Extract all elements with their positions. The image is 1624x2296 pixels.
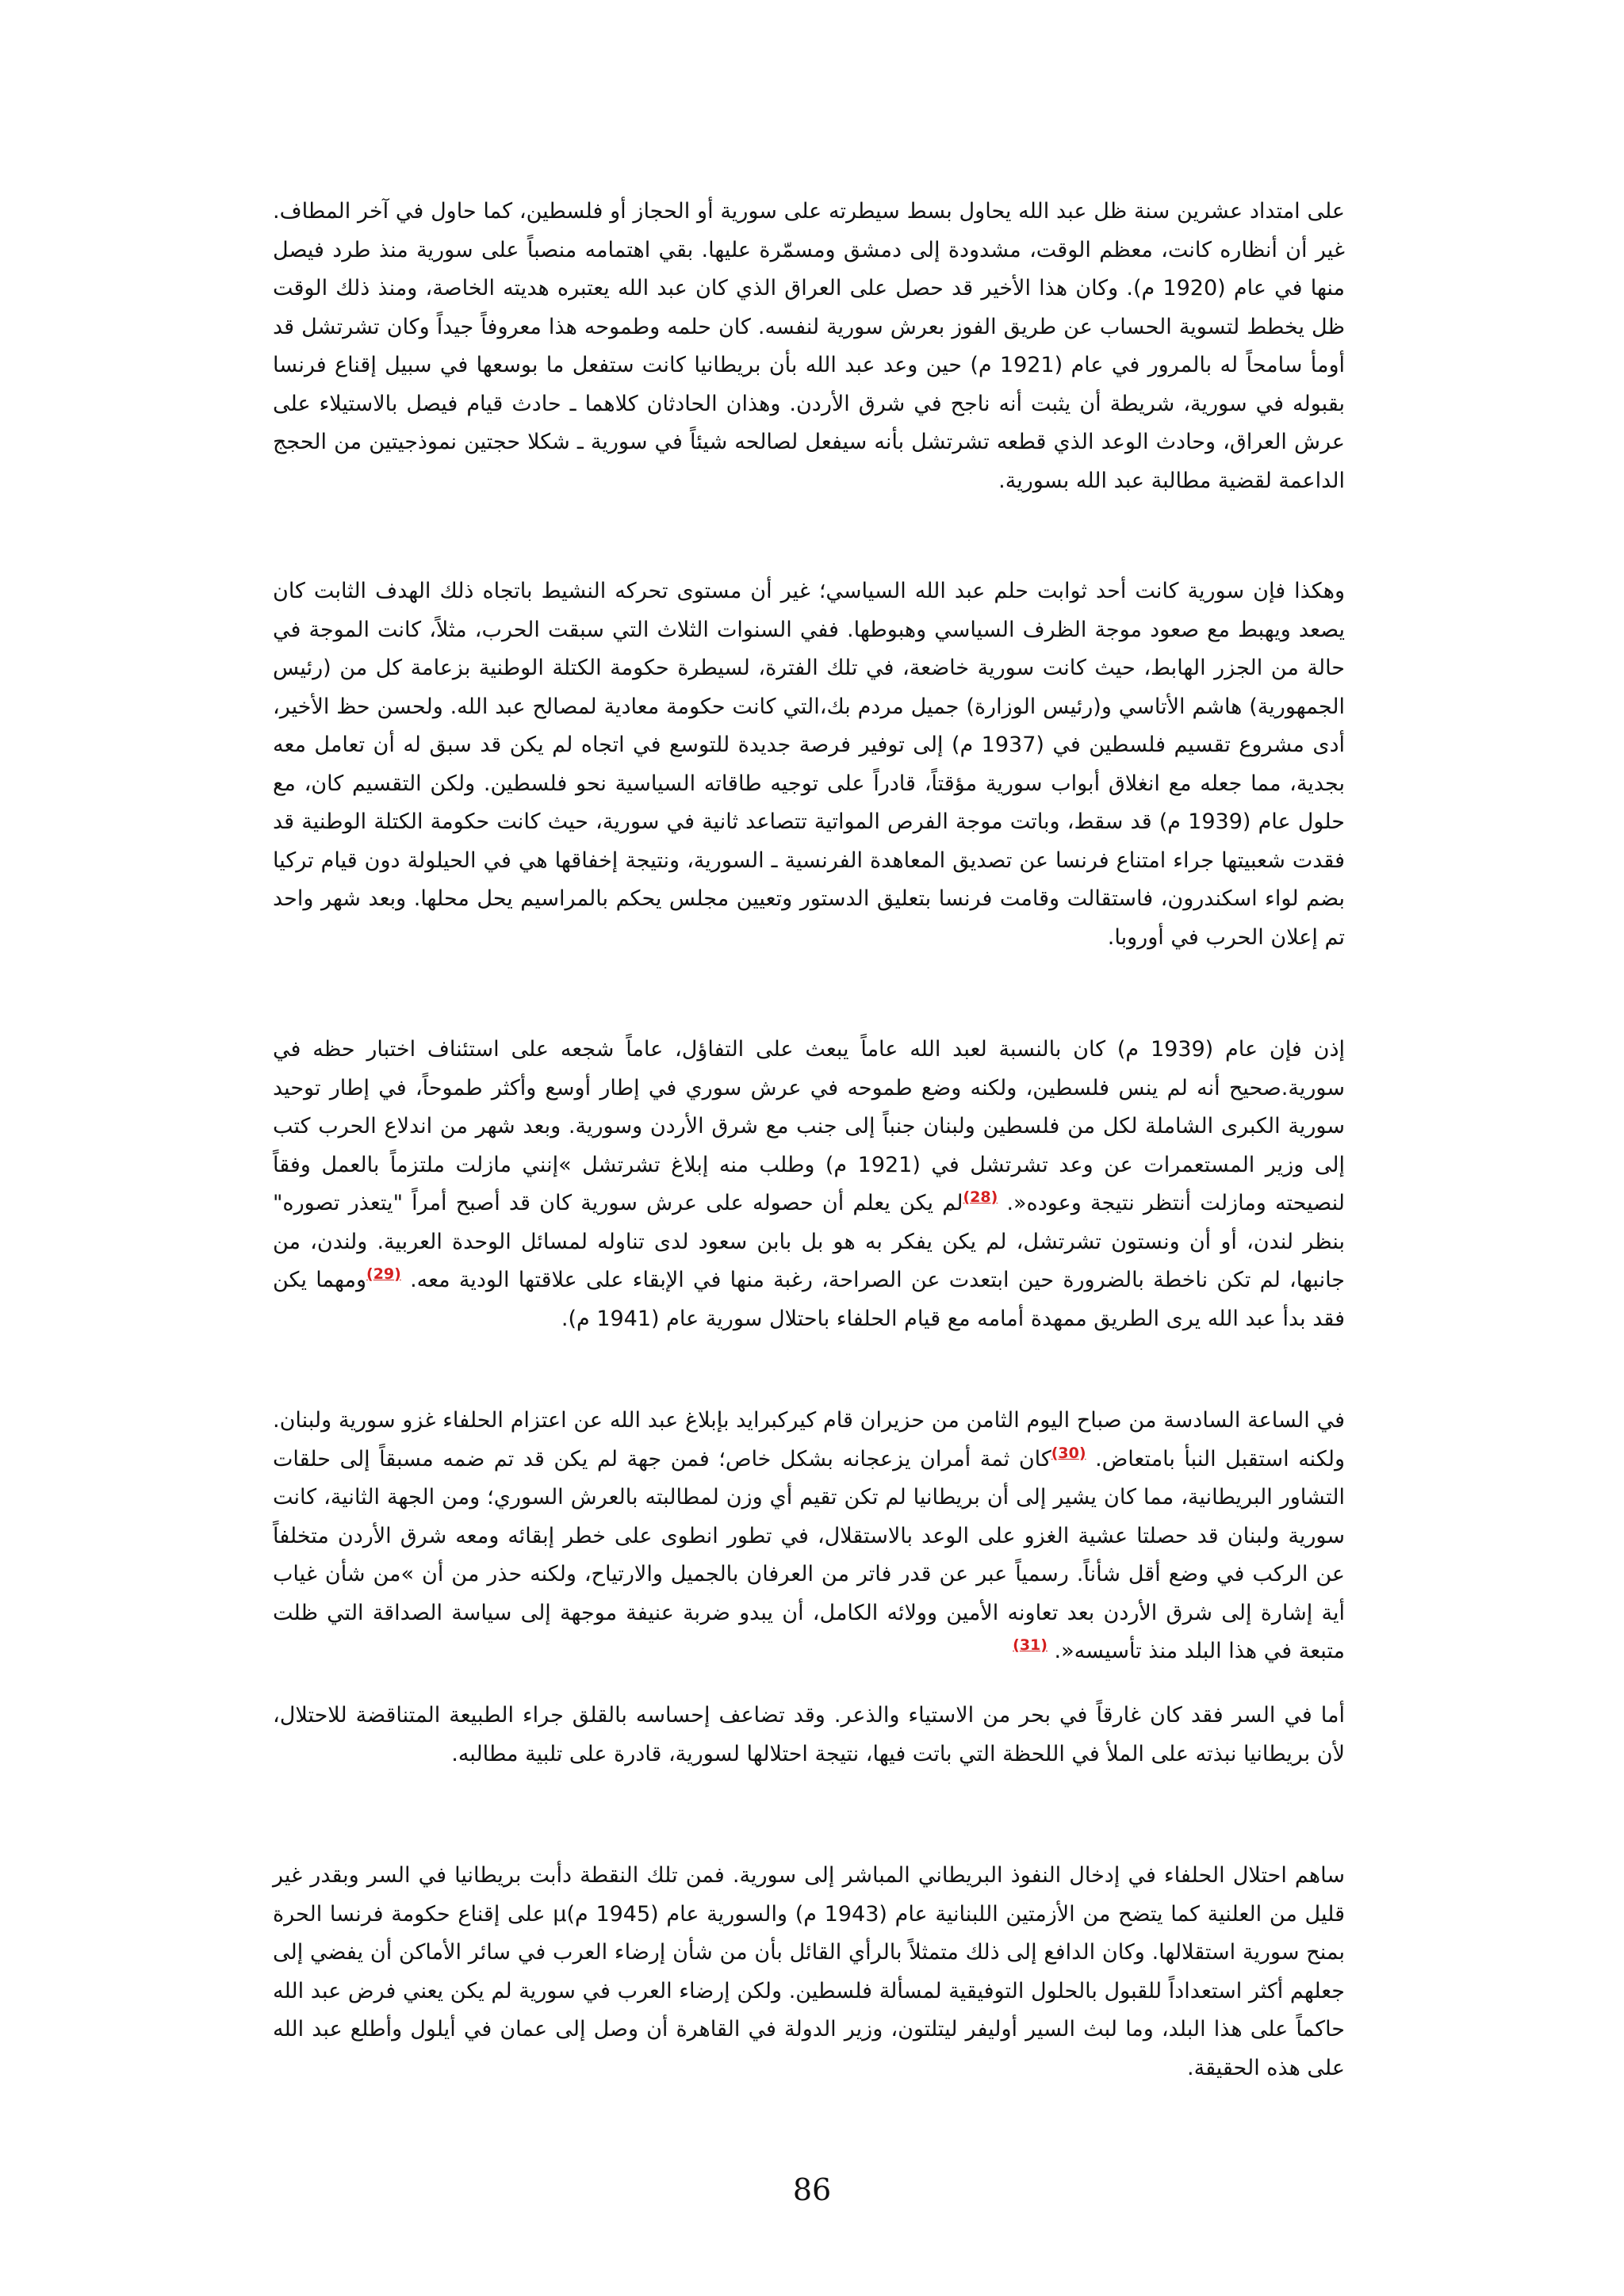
footnote-reference-link[interactable]: (29) <box>366 1265 401 1283</box>
footnote-reference-link[interactable]: (28) <box>963 1188 998 1206</box>
footnote-reference-link[interactable]: (31) <box>1013 1636 1048 1654</box>
paragraph-text: إذن فإن عام (1939 م) كان بالنسبة لعبد الله عاماً يبعث على التفاؤل، عاماً شجعه على استئناف اختبار حظه في سورية.صحيح أنه لم ينس فلسطين، ولكنه وضع طموحه في عرش سوري في إطار أوسع وأكثر طموحاً، في إطار توحيد سورية الكبرى الشاملة لكل من فلسطين ولبنان جنباً إلى جنب مع شرق الأردن وسورية. وبعد شهر من اندلاع الحرب كتب إلى وزير المستعمرات عن وعد تشرتشل في (1921 م) وطلب منه إبلاغ تشرتشل »إنني مازلت ملتزماً بالعمل وفقاً لنصيحته ومازلت أنتظر نتيجة وعوده«. <box>273 1037 1345 1215</box>
paragraph-text: كان ثمة أمران يزعجانه بشكل خاص؛ فمن جهة لم يكن قد تم ضمه مسبقاً إلى حلقات التشاور البريطانية، مما كان يشير إلى أن بريطانيا لم تكن تقيم أي وزن لمطالبته بالعرش السوري؛ ومن الجهة الثانية، كانت سورية ولبنان قد حصلتا عشية الغزو على الوعد بالاستقلال، في تطور انطوى على خطر إبقائه ومعه شرق الأردن متخلفاً عن الركب في وضع أقل شأناً. رسمياً عبر عن قدر فاتر من العرفان بالجميل والارتياح، ولكنه حذر من أن »من شأن غياب أية إشارة إلى شرق الأردن بعد تعاونه الأمين وولائه الكامل، أن يبدو ضربة عنيفة موجهة إلى سياسة الصداقة التي ظلت متبعة في هذا البلد منذ تأسيسه«. <box>273 1446 1345 1663</box>
paragraph-3 <box>273 1031 1345 1338</box>
paragraph-1 <box>273 193 1345 500</box>
paragraph-text: في الساعة السادسة من صباح اليوم الثامن من حزيران قام كيركبرايد بإبلاغ عبد الله عن اعتزام الحلفاء غزو سورية ولبنان. ولكنه استقبل النبأ بامتعاض. <box>273 1408 1345 1471</box>
footnote-reference-link[interactable]: (30) <box>1051 1444 1086 1462</box>
page-number: 86 <box>792 2172 832 2207</box>
paragraph-4 <box>273 1402 1345 1671</box>
paragraph-text: لم يكن يعلم أن حصوله على عرش سورية كان قد أصبح أمراً "يتعذر تصوره" بنظر لندن، أو أن ونستون تشرتشل، لم يكن يفكر به هو بل بابن سعود لدى تناوله لمسائل الوحدة العربية. ولندن، من جانبها، لم تكن ناخطة بالضرورة حين ابتعدت عن الصراحة، رغبة منها في الإبقاء على علاقتها الودية معه. <box>273 1191 1346 1292</box>
paragraph-6 <box>273 1857 1345 2087</box>
paragraph-2 <box>273 572 1345 957</box>
paragraph-text: ومهما يكن فقد بدأ عبد الله يرى الطريق ممهدة أمامه مع قيام الحلفاء باحتلال سورية عام (1941 م). <box>273 1268 1345 1331</box>
paragraph-text: على امتداد عشرين سنة ظل عبد الله يحاول بسط سيطرته على سورية أو الحجاز أو فلسطين، كما حاول في آخر المطاف. غير أن أنظاره كانت، معظم الوقت، مشدودة إلى دمشق ومسمّرة عليها. بقي اهتمامه منصباً على سورية منذ طرد فيصل منها في عام (1920 م). وكان هذا الأخير قد حصل على العراق الذي كان عبد الله يعتبره هديته الخاصة، ومنذ ذلك الوقت ظل يخطط لتسوية الحساب عن طريق الفوز بعرش سورية لنفسه. كان حلمه وطموحه هذا معروفاً جيداً وكان تشرتشل قد أومأ سامحاً له بالمرور في عام (1921 م) حين وعد عبد الله بأن بريطانيا كانت ستفعل ما بوسعها في سبيل إقناع فرنسا بقبوله في سورية، شريطة أن يثبت أنه ناجح في شرق الأردن. وهذان الحادثان كلاهما ـ حادث قيام فيصل بالاستيلاء على عرش العراق، وحادث الوعد الذي قطعه تشرتشل بأنه سيفعل لصالحه شيئاً في سورية ـ شكلا حجتين نموذجيتين من الحجج الداعمة لقضية مطالبة عبد الله بسورية. <box>273 199 1345 493</box>
paragraph-text: ساهم احتلال الحلفاء في إدخال النفوذ البريطاني المباشر إلى سورية. فمن تلك النقطة دأبت بريطانيا في السر وبقدر غير قليل من العلنية كما يتضح من الأزمتين اللبنانية عام (1943 م) والسورية عام (1945 م)µ على إقناع حكومة فرنسا الحرة بمنح سورية استقلالها. وكان الدافع إلى ذلك متمثلاً بالرأي القائل بأن من شأن إرضاء العرب في سائر الأماكن أن يفضي إلى جعلهم أكثر استعداداً للقبول بالحلول التوفيقية لمسألة فلسطين. ولكن إرضاء العرب في سورية لم يكن يعني فرض عبد الله حاكماً على هذا البلد، وما لبث السير أوليفر ليتلتون، وزير الدولة في القاهرة أن وصل إلى عمان في أيلول وأطلع عبد الله على هذه الحقيقة. <box>273 1863 1345 2080</box>
paragraph-text: وهكذا فإن سورية كانت أحد ثوابت حلم عبد الله السياسي؛ غير أن مستوى تحركه النشيط باتجاه ذلك الهدف الثابت كان يصعد ويهبط مع صعود موجة الظرف السياسي وهبوطها. ففي السنوات الثلاث التي سبقت الحرب، مثلاً، كانت الموجة في حالة من الجزر الهابط، حيث كانت سورية خاضعة، في تلك الفترة، لسيطرة حكومة الكتلة الوطنية بزعامة كل من (رئيس الجمهورية) هاشم الأتاسي و(رئيس الوزارة) جميل مردم بك،التي كانت حكومة معادية لمصالح عبد الله. ولحسن حظ الأخير، أدى مشروع تقسيم فلسطين في (1937 م) إلى توفير فرصة جديدة للتوسع في اتجاه لم يكن قد سبق له أن تعامل معه بجدية، مما جعله مع انغلاق أبواب سورية مؤقتاً، قادراً على توجيه طاقاته السياسية نحو فلسطين. ولكن التقسيم كان، مع حلول عام (1939 م) قد سقط، وباتت موجة الفرص المواتية تتصاعد ثانية في سورية، حيث كانت حكومة الكتلة الوطنية قد فقدت شعبيتها جراء امتناع فرنسا عن تصديق المعاهدة الفرنسية ـ السورية، ونتيجة إخفاقها هي في الحيلولة دون قيام تركيا بضم لواء اسكندرون، فاستقالت وقامت فرنسا بتعليق الدستور وتعيين مجلس يحكم بالمراسيم يحل محلها. وبعد شهر واحد تم إعلان الحرب في أوروبا. <box>273 579 1345 950</box>
paragraph-5 <box>273 1697 1345 1774</box>
paragraph-text: أما في السر فقد كان غارقاً في بحر من الاستياء والذعر. وقد تضاعف إحساسه بالقلق جراء الطبيعة المتناقضة للاحتلال، لأن بريطانيا نبذته على الملأ في اللحظة التي باتت فيها، نتيجة احتلالها لسورية، قادرة على تلبية مطالبه. <box>273 1703 1345 1766</box>
